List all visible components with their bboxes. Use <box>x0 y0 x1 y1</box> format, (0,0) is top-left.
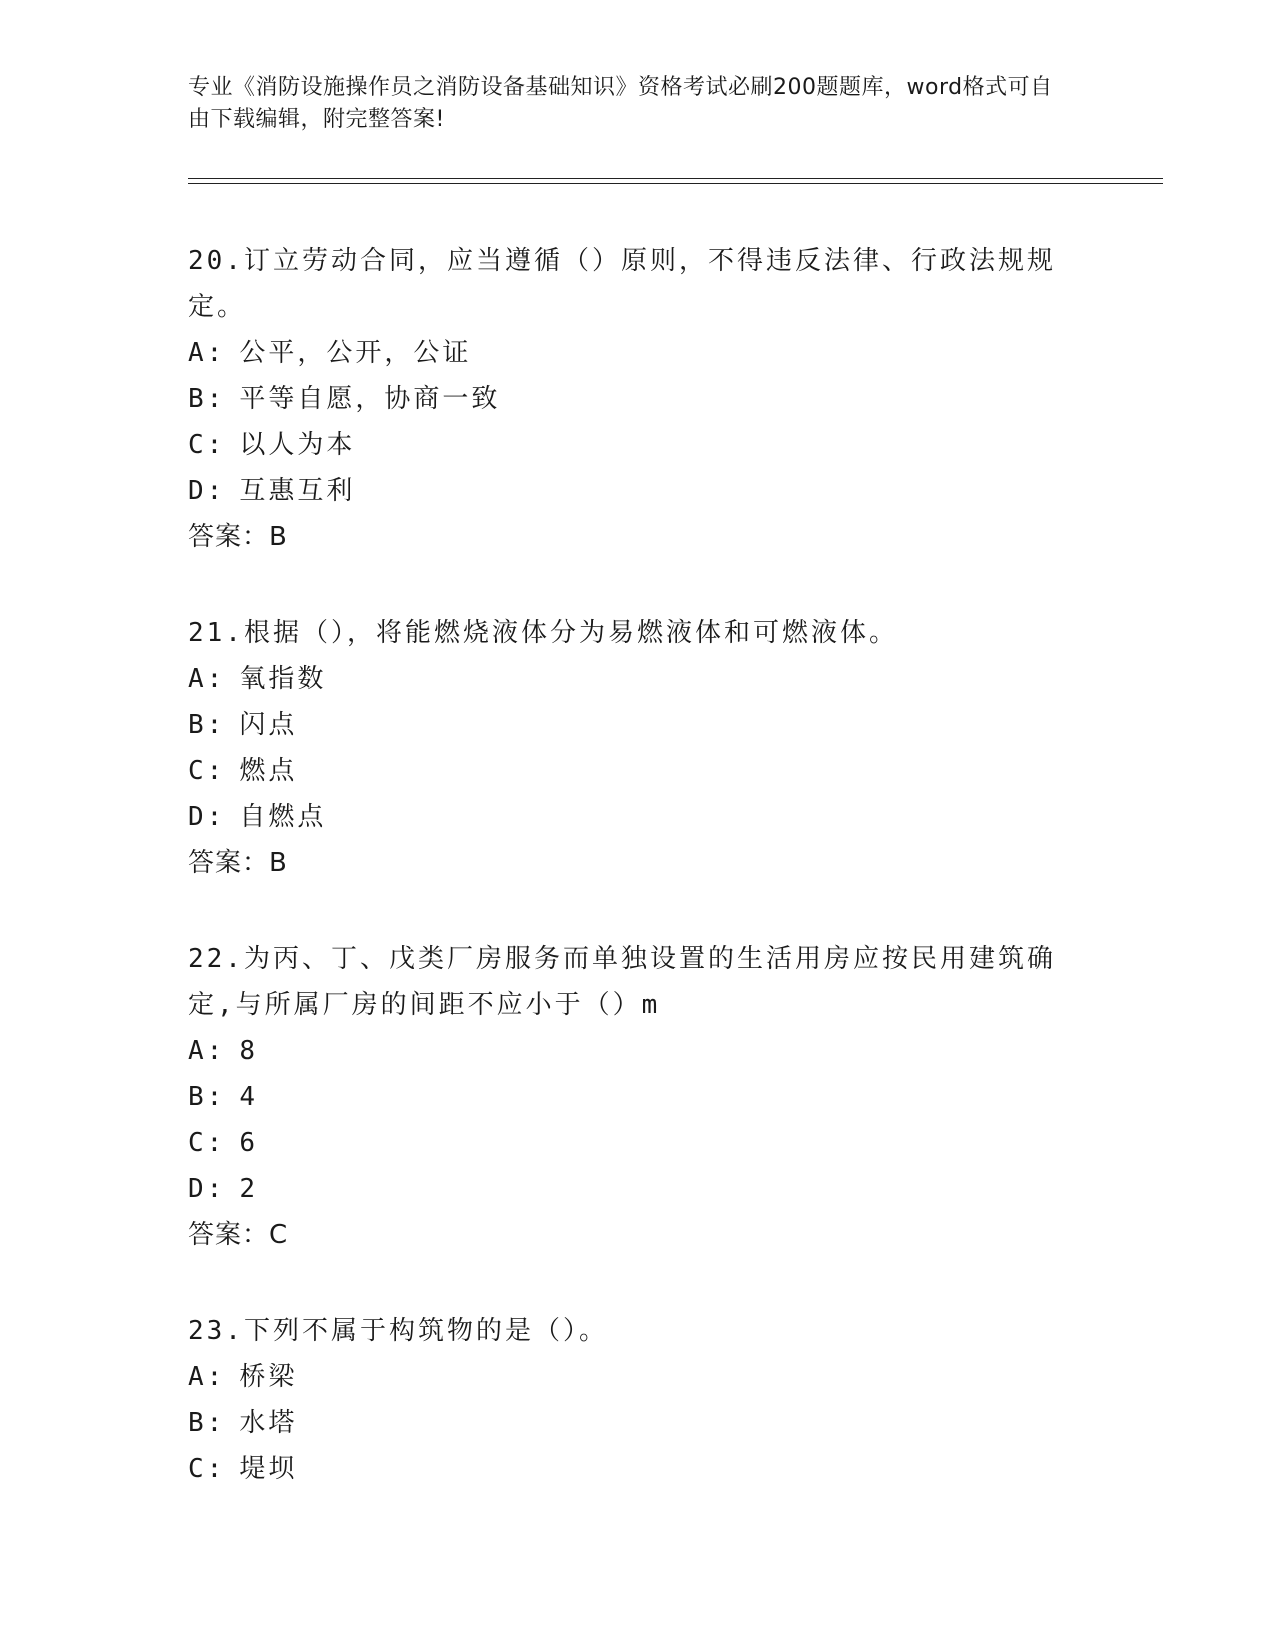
option-key: B: <box>188 710 226 740</box>
option-a <box>188 330 1088 376</box>
answer-line: 答案：B <box>188 522 288 552</box>
option-c <box>188 748 1088 794</box>
option-key: D: <box>188 1174 226 1204</box>
document-title: 专业《消防设施操作员之消防设备基础知识》资格考试必刷200题题库，word格式可自由下载编辑，附完整答案! <box>188 75 1053 132</box>
option-key: A: <box>188 1036 226 1066</box>
option-a <box>188 1028 1088 1074</box>
question-item <box>188 1308 1088 1492</box>
option-key: C: <box>188 1454 226 1484</box>
option-value: 桥梁 <box>239 1362 298 1392</box>
option-key: A: <box>188 338 226 368</box>
question-item <box>188 936 1088 1258</box>
option-key: D: <box>188 476 226 506</box>
answer-line: 答案：B <box>188 848 288 878</box>
option-a <box>188 656 1088 702</box>
option-b <box>188 376 1088 422</box>
option-value: 氧指数 <box>239 664 327 694</box>
option-c <box>188 1446 1088 1492</box>
question-text: 23.下列不属于构筑物的是（）。 <box>188 1316 608 1346</box>
question-list <box>188 238 1088 1542</box>
option-key: A: <box>188 664 226 694</box>
header-divider-top <box>188 178 1163 179</box>
question-item <box>188 610 1088 886</box>
option-key: A: <box>188 1362 226 1392</box>
option-key: C: <box>188 1128 226 1158</box>
question-item <box>188 238 1088 560</box>
option-value: 2 <box>239 1174 258 1204</box>
option-c <box>188 422 1088 468</box>
question-text: 21.根据（），将能燃烧液体分为易燃液体和可燃液体。 <box>188 618 898 648</box>
option-c <box>188 1120 1088 1166</box>
option-key: C: <box>188 756 226 786</box>
option-value: 堤坝 <box>239 1454 298 1484</box>
option-key: B: <box>188 1408 226 1438</box>
option-value: 闪点 <box>239 710 298 740</box>
option-value: 以人为本 <box>239 430 356 460</box>
header-divider-bottom <box>188 183 1163 184</box>
option-b <box>188 1400 1088 1446</box>
option-value: 4 <box>239 1082 258 1112</box>
question-text: 20.订立劳动合同，应当遵循（）原则，不得违反法律、行政法规规定。 <box>188 246 1056 322</box>
option-value: 互惠互利 <box>239 476 356 506</box>
option-b <box>188 1074 1088 1120</box>
option-d <box>188 1166 1088 1212</box>
option-key: B: <box>188 384 226 414</box>
answer-line: 答案：C <box>188 1220 289 1250</box>
option-value: 公平，公开，公证 <box>239 338 472 368</box>
option-value: 8 <box>239 1036 258 1066</box>
option-d <box>188 794 1088 840</box>
option-value: 自燃点 <box>239 802 327 832</box>
option-key: C: <box>188 430 226 460</box>
option-a <box>188 1354 1088 1400</box>
option-value: 水塔 <box>239 1408 298 1438</box>
option-value: 燃点 <box>239 756 298 786</box>
option-key: B: <box>188 1082 226 1112</box>
question-text: 22.为丙、丁、戊类厂房服务而单独设置的生活用房应按民用建筑确定,与所属厂房的间距不应小于（）m <box>188 944 1056 1020</box>
option-b <box>188 702 1088 748</box>
option-value: 6 <box>239 1128 258 1158</box>
option-d <box>188 468 1088 514</box>
option-value: 平等自愿，协商一致 <box>239 384 501 414</box>
option-key: D: <box>188 802 226 832</box>
